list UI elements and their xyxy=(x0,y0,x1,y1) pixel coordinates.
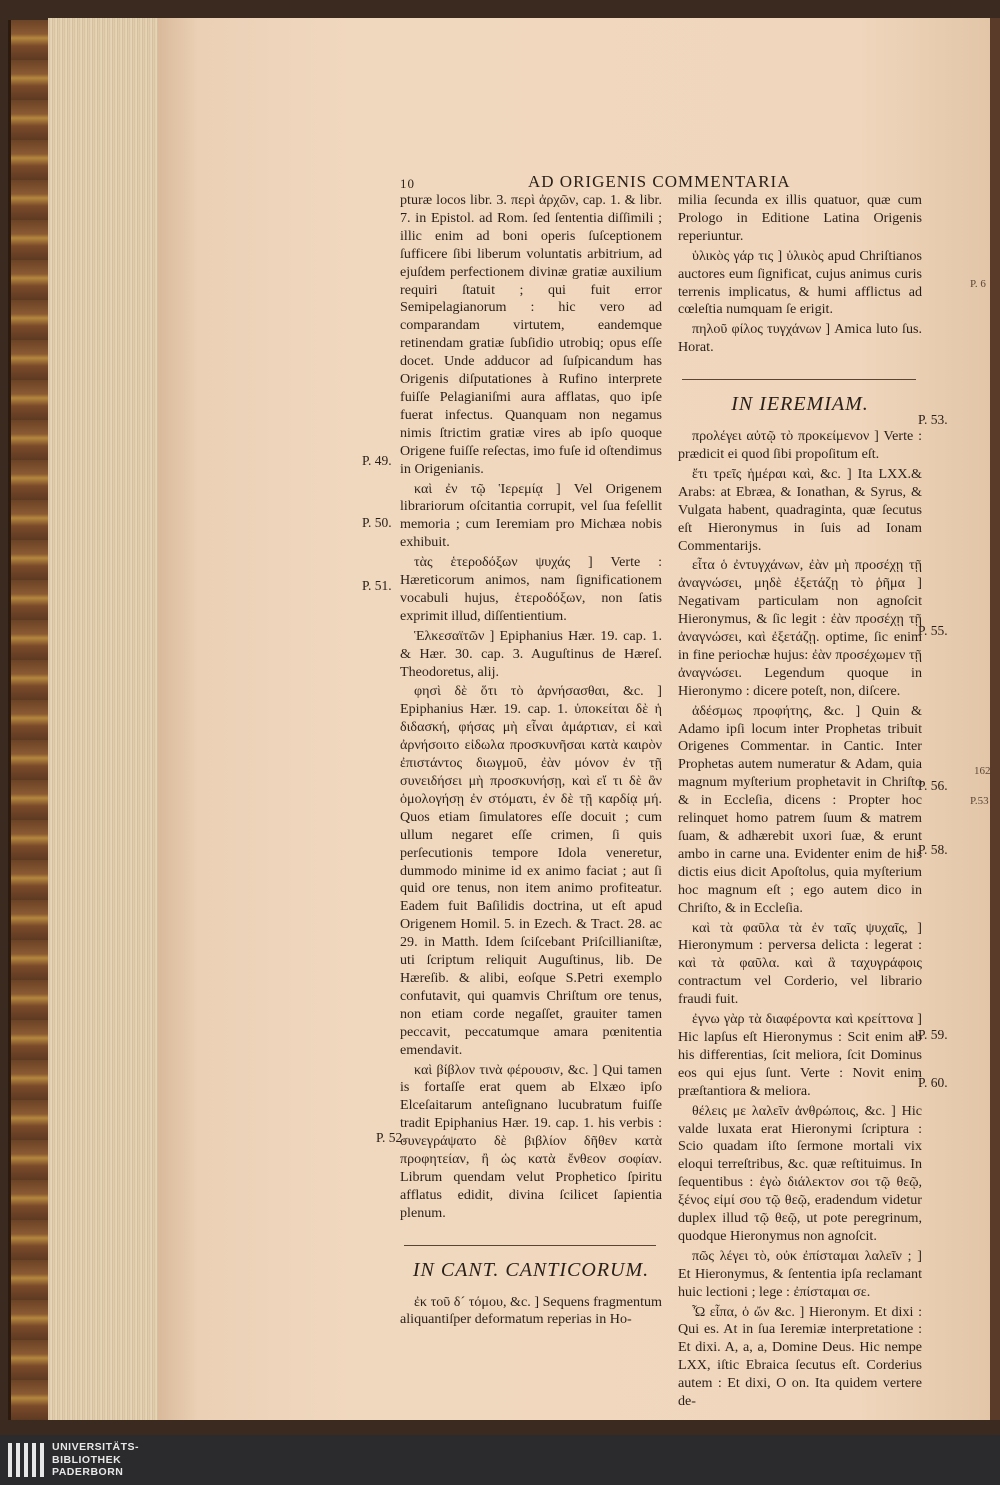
library-name xyxy=(52,1441,139,1479)
page-edges xyxy=(48,18,160,1420)
next-page-fragment: 162 xyxy=(974,765,991,777)
margin-note: P. 60. xyxy=(918,1075,948,1090)
left-paragraph: Ἑλκεσαϊτῶν ] Epiphanius Hær. 19. cap. 1. & Hær. 30. cap. 3. Auguſtinus de Hæreſ. Theodoretus, alij. xyxy=(400,627,662,680)
margin-note: P. 50. xyxy=(362,515,392,530)
library-name-line: UNIVERSITÄTS- xyxy=(52,1441,140,1453)
right-paragraph: πῶς λέγει τὸ, οὐκ ἐπίσταμαι λαλεῖν ; ] Et Hieronymus, & ſententia ipſa reclamant huic lectioni ; lege : ἐπίσταμαι σε. xyxy=(678,1247,922,1300)
library-name-line: PADERBORN xyxy=(52,1466,124,1478)
next-page-fragment: P. 6 xyxy=(970,278,986,290)
margin-note: P. 58. xyxy=(918,842,948,857)
left-column xyxy=(400,192,662,1331)
page-number: 10 xyxy=(400,176,415,191)
margin-note: P. 56. xyxy=(918,778,948,793)
library-footer xyxy=(0,1435,1000,1485)
right-paragraph: πηλοῦ φίλος τυγχάνων ] Amica luto ſus. Horat. xyxy=(678,321,922,356)
margin-note: P. 53. xyxy=(918,412,948,427)
right-paragraph: ὑλικὸς γάρ τις ] ὑλικὸς apud Chriſtianos auctores eum ſignificat, cujus animus curis terrenis implicatus, & humi afflictus ad cœleſtia numquam ſe erigit. xyxy=(678,247,922,318)
left-paragraph: ἐκ τοῦ δ´ τόμου, &c. ] Sequens fragmentum aliquantiſper deformatum reperias in Ho- xyxy=(400,1293,662,1328)
left-paragraph: φησὶ δὲ ὅτι τὸ ἀρνήσασθαι, &c. ] Epiphanius Hær. 19. cap. 1. ὑποκείται δὲ ἡ διδασκή, φήσας μὴ εἶναι ἁμάρτιαν, εἰ καὶ ἀρνήσοιτο εἰδωλα προσκυνῆσαι κατὰ καιρὸν ἐπιστάντος διωγμοῦ, ἐὰν μόνον ἐν τῇ συνειδήσει μὴ προσκυνήσῃ, καὶ εἴ τι δὲ ἂν ὁμολογήσῃ ἐν στόματι, ἐν δὲ τῇ καρδίᾳ μή. Quos etiam ſimulatores eſſe docuit ; cum ullum negaret eſſe crimen, ſi quis perſecutionis tempore Idola veneretur, dummodo minime id ex animo faciat ; aut ſi quid ore tenus, non item animo profiteatur. Eadem fuit Baſilidis doctrina, ut eſt apud Origenem Homil. 5. in Ezech. & Tract. 28. ac 29. in Matth. Idem ſciſcebant Priſcillianiſtæ, uti ſcriptum reliquit Auguſtinus, lib. De Hæreſib. & alibi, eoſque S.Petri exemplo confutavit, qui quamvis Chriſtum ore tenus, non etiam corde negaſſet, grauiter tamen peccavit, peccatumque amara pœnitentia emendavit. xyxy=(400,683,662,1058)
book-spine xyxy=(8,20,51,1420)
library-name-line: BIBLIOTHEK xyxy=(52,1453,122,1466)
right-paragraph: εἶτα ὁ ἐντυγχάνων, ἐὰν μὴ προσέχῃ τῇ ἀναγνώσει, μηδὲ ἐξετάζῃ τὸ ῥῆμα ] Negativam particulam non agnoſcit Hieronymus, & ſic legit : ἐὰν προσέχῃ τῇ ἀναγνώσει, καὶ ἐξετάζῃ. optime, ſic enim in fine periochæ hujus: ἐὰν προσέχωμεν τῇ ἀναγνώσει. Legendum quoque in Hieronymo : dicere poteſt, non, diſcere. xyxy=(678,557,922,699)
book-cover-edge xyxy=(990,18,1000,1420)
left-paragraph: τὰς ἑτεροδόξων ψυχάς ] Verte : Hæreticorum animos, nam ſignificationem vocabuli hujus, ἑτεροδόξων, non ſatis exprimit illud, diſſentientium. xyxy=(400,554,662,624)
right-paragraph: ἐγνω γὰρ τὰ διαφέροντα καὶ κρείττονα ] Hic lapſus eſt Hieronymus : Scit enim ab his differentias, ſcit meliora, ſcit Dominus eos qui ejus ſunt. Verte : Novit enim præſtantiora & meliora. xyxy=(678,1011,922,1099)
running-title: AD ORIGENIS COMMENTARIA xyxy=(528,172,791,191)
margin-note: P. 59. xyxy=(918,1027,948,1042)
right-paragraph: καὶ τὰ φαῦλα τὰ ἐν ταῖς ψυχαῖς, ] Hieronymum : perversa delicta : legerat : καὶ τὰ φαῦλα. καὶ ἃ ταχυγράφοις contractum vel Corderio, vel librario fraudi fuit. xyxy=(678,919,922,1008)
margin-note: P. 55. xyxy=(918,623,948,638)
section-title-ieremiam: IN IEREMIAM. xyxy=(731,393,869,416)
left-paragraph: pturæ locos libr. 3. περὶ ἀρχῶν, cap. 1. & libr. 7. in Epistol. ad Rom. ſed ſententia diſſimili ; illic enim ad boni operis ſuſceptionem ſufficere ſibi liberum voluntatis arbitrium, ad ejuſdem perfectionem divinæ gratiæ auxilium requiri ſtatuit ; qui fuit error Semipelagianorum : hic vero ad comparandam virtutem, eandemque retinendam gratiæ ſubſidio utrobiq; opus eſſe docet. Unde adducor ad ſuſpicandum has Origenis diſputationes à Rufino interprete fuiſſe Pelagianiſmi aura afflatas, quo ipſe fuerat infectus. Quanquam non negamus nimis ſtrictim gratiæ vires ab ipſo quoque Origene fuiſſe reſectas, imo fuſe id oſtendimus in Origenianis. xyxy=(400,192,662,477)
next-page-fragment: P.53 xyxy=(970,795,989,807)
right-paragraph: θέλεις με λαλεῖν ἀνθρώποις, &c. ] Hic valde luxata erat Hieronymi ſcriptura : Scio quadam iſto ſermone mortali vix eloqui terreſtribus, &c. quæ reſtituimus. In ſequentibus : ἐγὼ διάλεκτον σοι τῷ θεῷ, ξένος εἰμί σου τῷ θεῷ, eradendum videtur duplex illud τῷ θεῷ, ut pote peregrinum, quodque Hieronymus non agnoſcit. xyxy=(678,1102,922,1244)
right-paragraph: προλέγει αὐτῷ τὸ προκείμενον ] Verte : prædicit ei quod ſibi propoſitum eſt. xyxy=(678,428,922,462)
section-rule xyxy=(404,1245,656,1246)
margin-note: P. 51. xyxy=(362,578,392,593)
library-logo-icon xyxy=(8,1443,44,1477)
margin-note: P. 52. xyxy=(376,1130,406,1145)
page-header xyxy=(400,172,920,194)
right-paragraph: milia ſecunda ex illis quatuor, quæ cum Prologo in Editione Latina Origenis reperiuntur. xyxy=(678,192,922,244)
left-paragraph: καὶ βίβλον τινὰ φέρουσιν, &c. ] Qui tamen is fortaſſe erat quem ab Elxæo ipſo Elceſaitarum anteſignano lucubratum fuiſſe tradit Epiphanius Hær. 19. cap. 1. his verbis : συνεγράψατο δὲ βιβλίον δῆθεν κατὰ προφητείαν, ἢ ὡς κατὰ ἔνθεον σοφίαν. Librum quendam velut Prophetico ſpiritu afflatus edidit, divina ſcilicet ſapientia plenum. xyxy=(400,1061,662,1221)
margin-note: P. 49. xyxy=(362,453,392,468)
right-paragraph: Ὦ εἶπα, ὁ ὤν &c. ] Hieronym. Et dixi : Qui es. At in ſua Ieremiæ interpretatione : Et dixi. A, a, a, Domine Deus. Hic nempe LXX, iſtic Ebraica ſecutus eſt. Corderius autem : Et dixi, O on. Ita quidem vertere de- xyxy=(678,1303,922,1410)
right-paragraph: ἀδέσμως προφήτης, &c. ] Quin & Adamo ipſi locum inter Prophetas tribuit Origenes Commentar. in Cantic. Inter Prophetas autem numeratur & Adam, quia magnum myſterium prophetavit in Chriſto & in Eccleſia, dicens : Propter hoc relinquet homo patrem ſuum & matrem ſuam, & adhærebit uxori ſuæ, & erunt ambo in carne una. Evidenter enim de his dictis eius dicit Apoſtolus, quia myſterium hoc magnum eſt ; ego autem dico in Chriſto, & in Eccleſia. xyxy=(678,702,922,916)
right-paragraph: ἔτι τρεῖς ἡμέραι καὶ, &c. ] Ita LXX.& Arabs: at Ebræa, & Ionathan, & Syrus, & Vulgata habent, quadraginta, quæ ſecutus eſt Hieronymus in ſuis ad Ionam Commentarijs. xyxy=(678,465,922,554)
section-title-canticorum: IN CANT. CANTICORUM. xyxy=(412,1258,650,1281)
right-column xyxy=(678,192,922,1413)
section-rule xyxy=(682,379,916,380)
left-paragraph: καὶ ἐν τῷ Ἱερεμίᾳ ] Vel Origenem librariorum oſcitantia corrupit, vel ſua feſellit memoria ; cum Ieremiam pro Michæa nobis exhibuit. xyxy=(400,480,662,551)
